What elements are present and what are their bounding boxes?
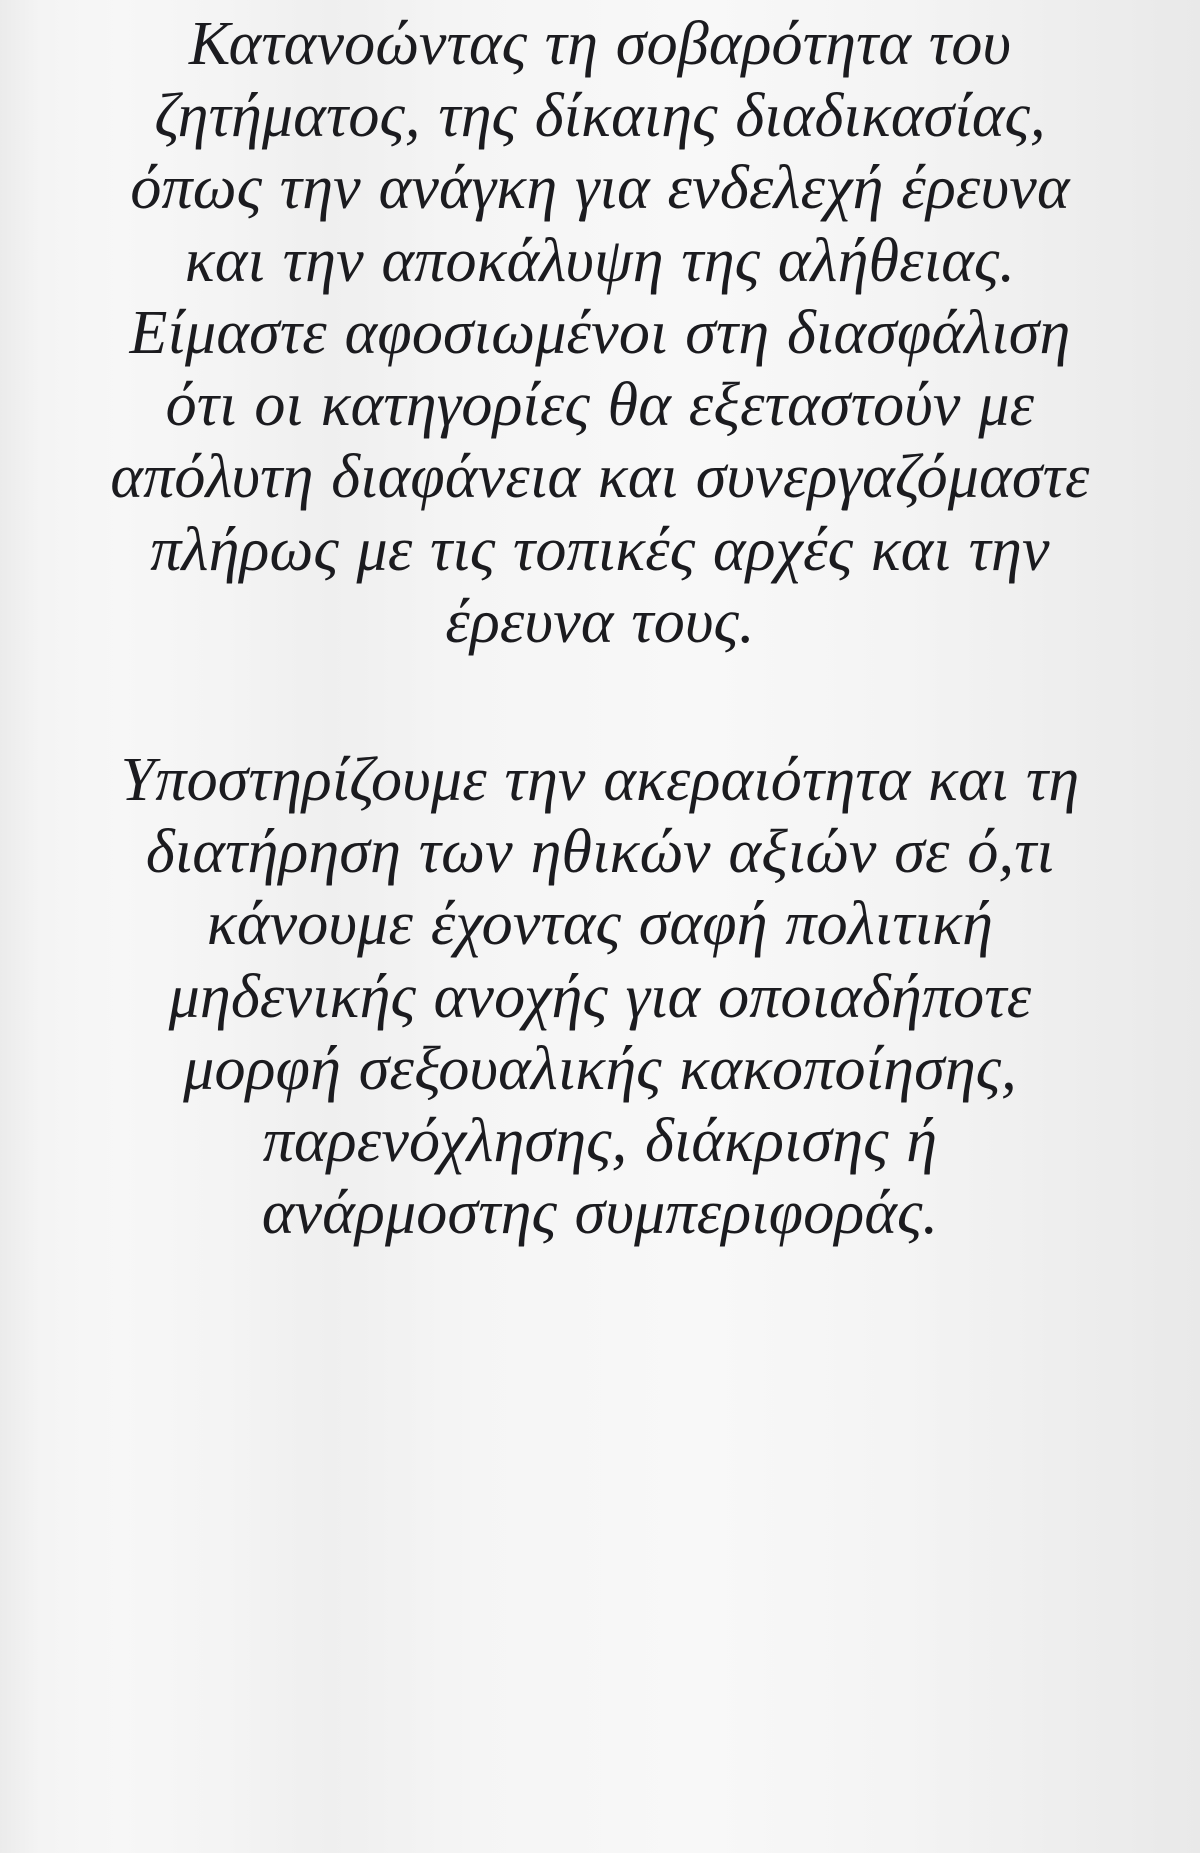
statement-paragraph-1: Κατανοώντας τη σοβαρότητα του ζητήματος, της δίκαιης διαδικασίας, όπως την ανάγκη για ενδελεχή έρευνα και την αποκάλυψη της αλήθειας. Είμαστε αφοσιωμένοι στη διασφάλιση ότι οι κατηγορίες θα εξεταστούν με απόλυτη διαφάνεια και συνεργαζόμαστε πλήρως με τις τοπικές αρχές και την έρευνα τους. bbox=[110, 10, 1090, 656]
statement-paragraph-2: Υποστηρίζουμε την ακεραιότητα και τη διατήρηση των ηθικών αξιών σε ό,τι κάνουμε έχοντας σαφή πολιτική μηδενικής ανοχής για οποιαδήποτε μορφή σεξουαλικής κακοποίησης, παρενόχλησης, διάκρισης ή ανάρμοστης συμπεριφοράς. bbox=[120, 745, 1080, 1248]
